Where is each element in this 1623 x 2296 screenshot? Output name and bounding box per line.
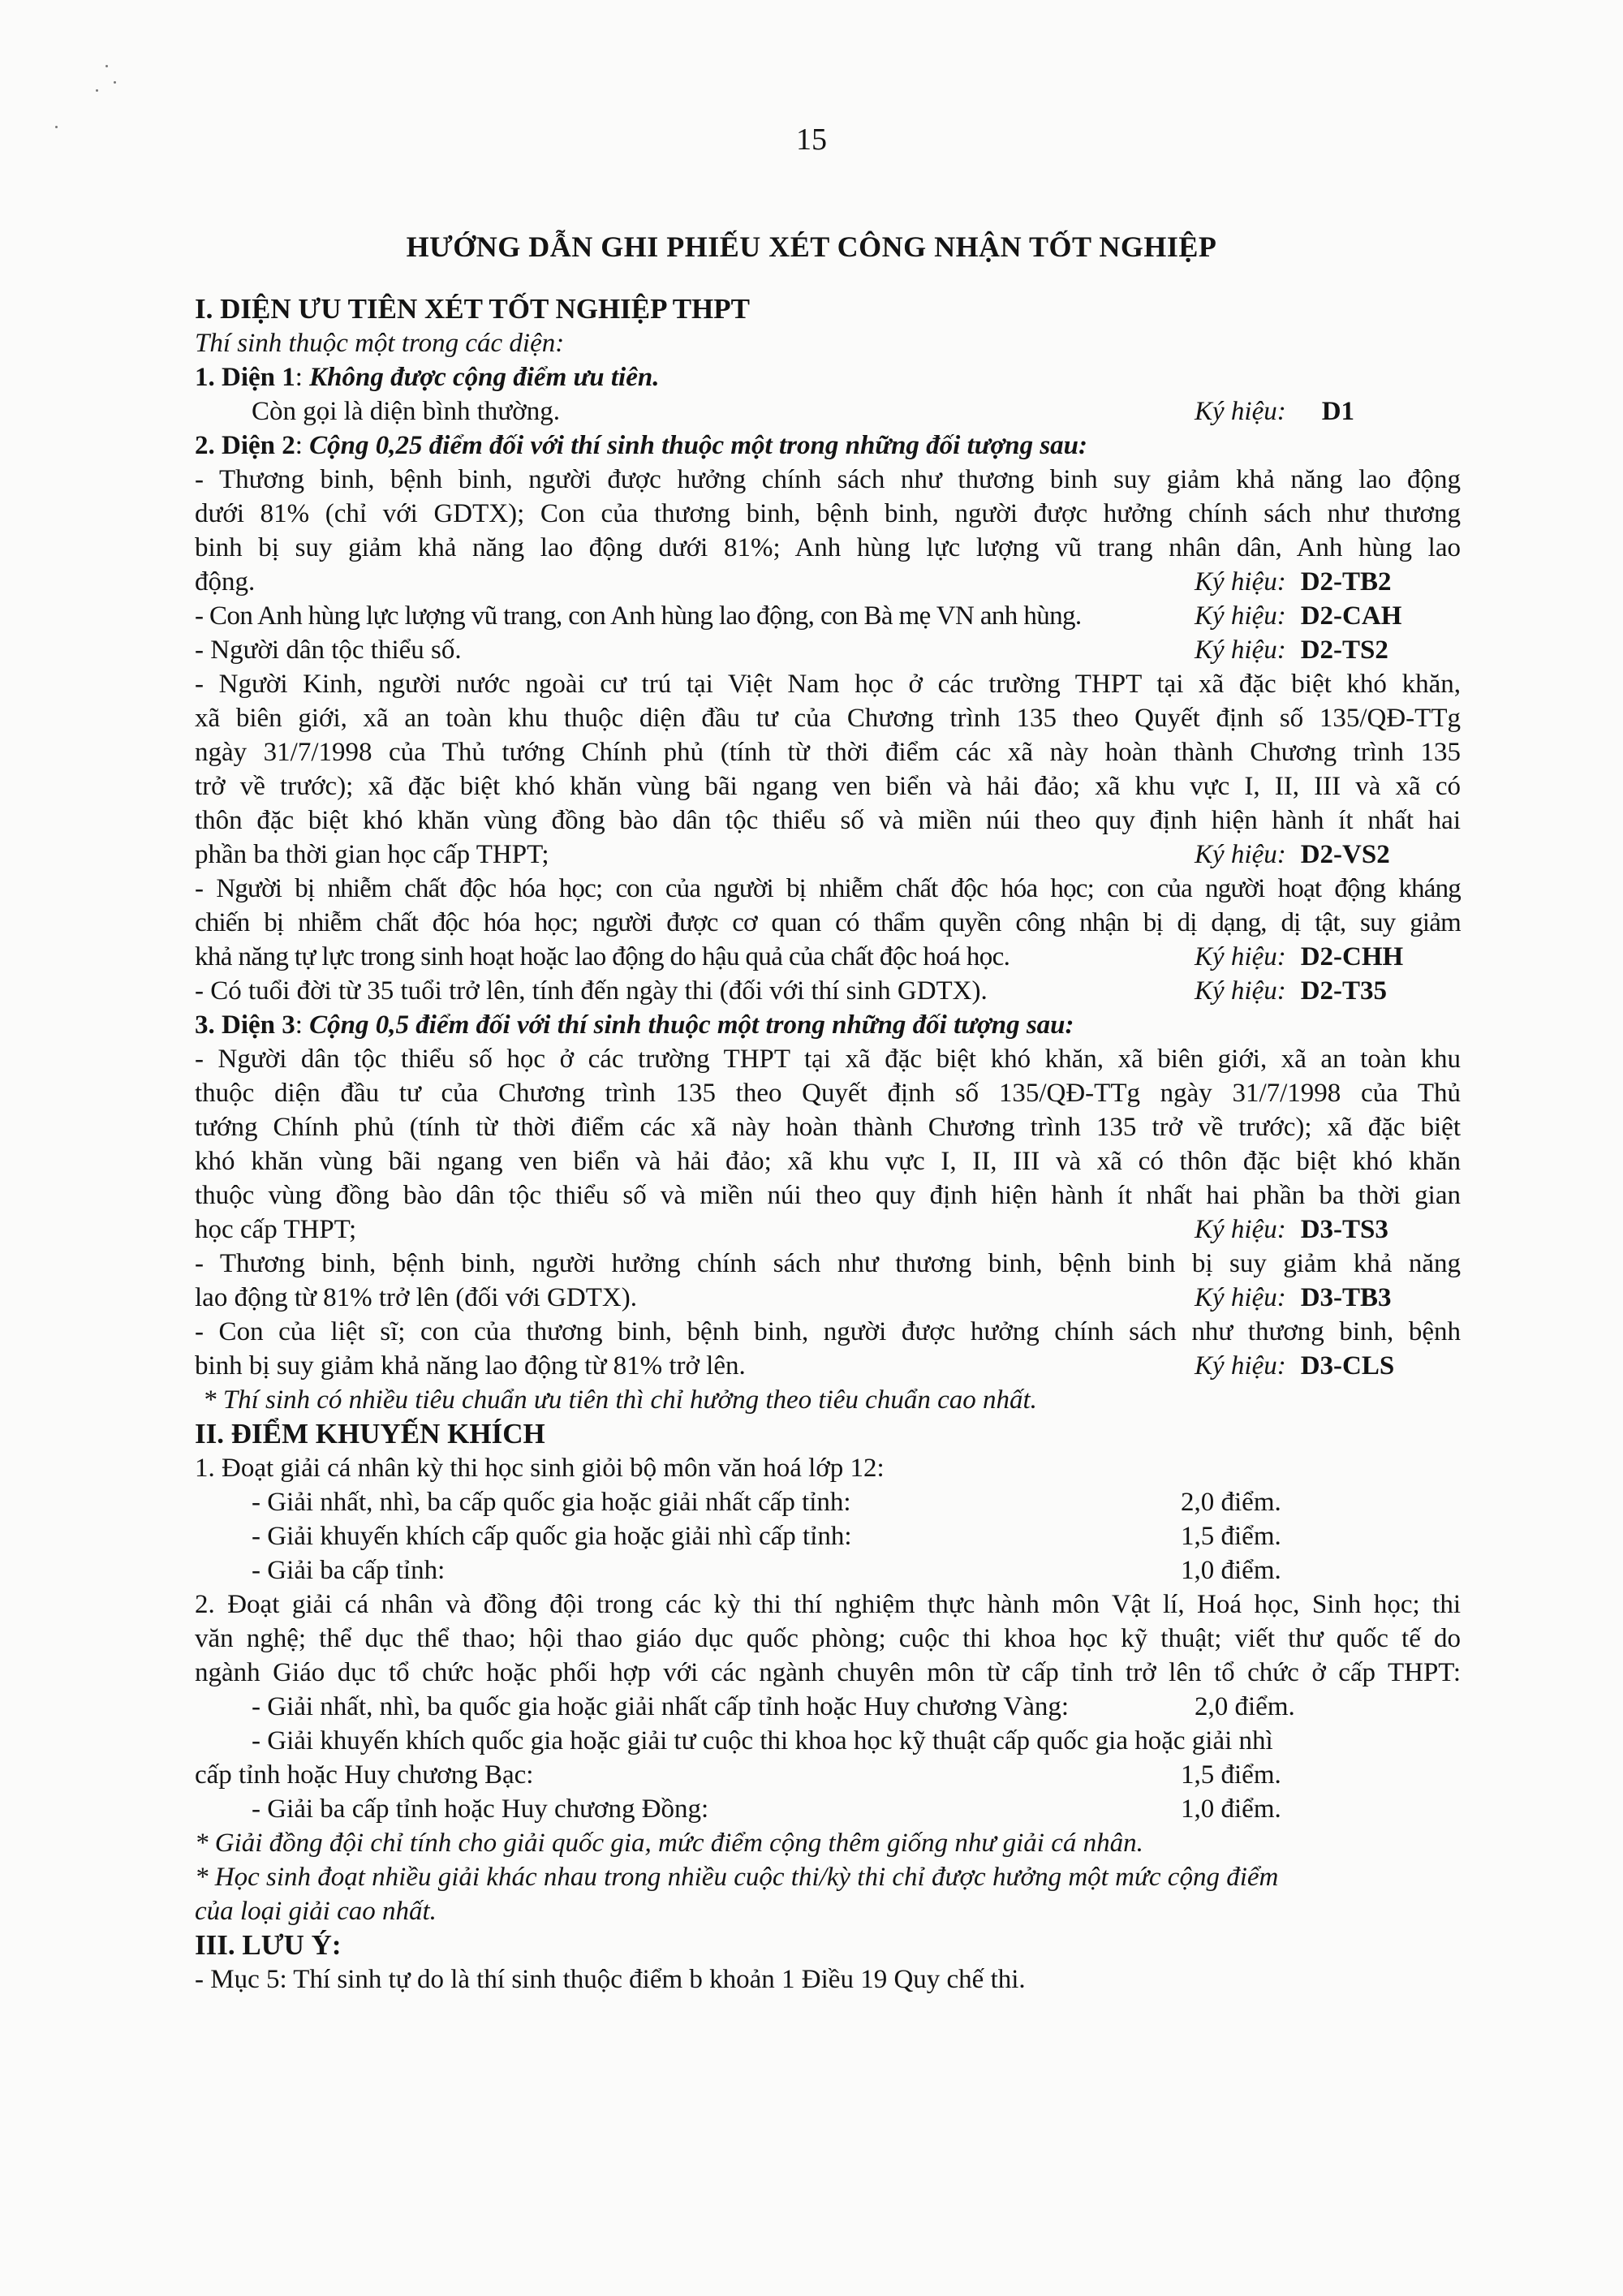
tb2-line-4: động. Ký hiệu: D2-TB2 [195,565,1461,599]
section-1-heading: I. DIỆN ƯU TIÊN XÉT TỐT NGHIỆP THPT [195,293,751,325]
dien-2-title [195,429,1461,463]
dien-2-text: Cộng 0,25 điểm đối với thí sinh thuộc một trong những đối tượng sau: [309,431,1088,460]
code-d3-tb3: Ký hiệu: D3-TB3 [1195,1283,1392,1312]
ts2-line: - Người dân tộc thiểu số. Ký hiệu: D2-TS2 [195,633,1461,667]
dien-2-sep: : [295,431,310,460]
section-3-text: - Mục 5: Thí sinh tự do là thí sinh thuộc điểm b khoản 1 Điều 19 Quy chế thi. [195,1965,1026,1994]
tb3-line-1: - Thương binh, bệnh binh, người hưởng chính sách như thương binh, bệnh binh bị suy giảm khả năng [195,1249,1461,1278]
item-2-line-1: 2. Đoạt giải cá nhân và đồng đội trong các kỳ thi thí nghiệm thực hành môn Vật lí, Hoá học, Sinh học; thi [195,1590,1461,1619]
dien-1-desc [195,394,1461,429]
document-body [195,292,1461,1997]
points-value: 1,5 điểm. [1181,1522,1281,1551]
section-2-note-3: của loại giải cao nhất. [195,1897,437,1926]
item-1-row-2: - Giải khuyến khích cấp quốc gia hoặc giải nhì cấp tỉnh: 1,5 điểm. [195,1519,1461,1553]
section-2-note-1: * Giải đồng đội chỉ tính cho giải quốc gia, mức điểm cộng thêm giống như giải cá nhân. [195,1829,1143,1858]
page-number: 15 [796,123,827,157]
dien-2-number: 2. Diện 2 [195,431,295,460]
points-value: 1,0 điểm. [1181,1794,1281,1824]
section-2-note-2: * Học sinh đoạt nhiều giải khác nhau trong nhiều cuộc thi/kỳ thi chỉ được hưởng một mức cộng điểm [195,1863,1279,1892]
code-d2-t35: Ký hiệu: D2-T35 [1195,976,1388,1006]
ts3-line-1: - Người dân tộc thiểu số học ở các trường THPT tại xã đặc biệt khó khăn, xã biên giới, xã an toàn khu [195,1045,1461,1074]
cah-line: - Con Anh hùng lực lượng vũ trang, con Anh hùng lao động, con Bà mẹ VN anh hùng. Ký hiệu: D2-CAH [195,599,1461,633]
cls-line-2: binh bị suy giảm khả năng lao động từ 81% trở lên. Ký hiệu: D3-CLS [195,1349,1461,1383]
dien-1-title [195,360,1461,394]
points-value: 1,5 điểm. [1181,1760,1281,1790]
dien-3-sep: : [295,1010,310,1040]
dien-1-text: Không được cộng điểm ưu tiên. [309,363,660,392]
cls-line-1: - Con của liệt sĩ; con của thương binh, bệnh binh, người được hưởng chính sách như thương binh, bệnh [195,1317,1461,1346]
chh-line-1: - Người bị nhiễm chất độc hóa học; con của người bị nhiễm chất độc hóa học; con của người hoạt động kháng [195,874,1461,903]
vs2-line-1: - Người Kinh, người nước ngoài cư trú tại Việt Nam học ở các trường THPT tại xã đặc biệt khó khăn, [195,670,1461,699]
vs2-line-6: phần ba thời gian học cấp THPT; Ký hiệu: D2-VS2 [195,838,1461,872]
item-1-row-3: - Giải ba cấp tỉnh: 1,0 điểm. [195,1553,1461,1587]
item-2-row-3: - Giải ba cấp tỉnh hoặc Huy chương Đồng: 1,0 điểm. [195,1792,1461,1826]
code-d2-chh: Ký hiệu: D2-CHH [1195,942,1404,971]
ts3-line-4: khó khăn vùng bãi ngang ven biển và hải đảo; xã khu vực I, II, III và xã có thôn đặc biệt khó khăn [195,1147,1461,1176]
ts3-line-6: học cấp THPT; Ký hiệu: D3-TS3 [195,1213,1461,1247]
dien-1-sep: : [295,363,310,392]
tb2-line-1: - Thương binh, bệnh binh, người được hưởng chính sách như thương binh suy giảm khả năng lao động [195,465,1461,494]
tb2-line-3: binh bị suy giảm khả năng lao động dưới 81%; Anh hùng lực lượng vũ trang nhân dân, Anh hùng lao [195,533,1461,562]
dien-3-text: Cộng 0,5 điểm đối với thí sinh thuộc một trong những đối tượng sau: [309,1010,1074,1040]
chh-line-3: khả năng tự lực trong sinh hoạt hoặc lao động do hậu quả của chất độc hoá học. Ký hiệu: D2-CHH [195,940,1461,974]
points-value: 1,0 điểm. [1181,1556,1281,1585]
ts3-line-2: thuộc diện đầu tư của Chương trình 135 theo Quyết định số 135/QĐ-TTg ngày 31/7/1998 của Thủ [195,1079,1461,1108]
dien-1-desc-text: Còn gọi là diện bình thường. [252,397,560,426]
section-1-note: * Thí sinh có nhiều tiêu chuẩn ưu tiên thì chỉ hưởng theo tiêu chuẩn cao nhất. [203,1385,1037,1415]
section-2-heading: II. ĐIỂM KHUYẾN KHÍCH [195,1418,545,1450]
vs2-line-5: thôn đặc biệt khó khăn vùng đồng bào dân tộc thiểu số và miền núi theo quy định hiện hành ít nhất hai [195,806,1461,835]
ts3-line-5: thuộc vùng đồng bào dân tộc thiểu số và miền núi theo quy định hiện hành ít nhất hai phần ba thời gian [195,1181,1461,1210]
item-2-line-2: văn nghệ; thể dục thể thao; hội thao giáo dục quốc phòng; cuộc thi khoa học kỹ thuật; viết thư quốc tế do [195,1624,1461,1653]
points-value: 2,0 điểm. [1195,1692,1295,1721]
chh-line-2: chiến bị nhiễm chất độc hóa học; người được cơ quan có thẩm quyền công nhận bị dị dạng, dị tật, suy giảm [195,908,1461,937]
tb2-line-2: dưới 81% (chỉ với GDTX); Con của thương binh, bệnh binh, người được hưởng chính sách như thương [195,499,1461,528]
code-d3-cls: Ký hiệu: D3-CLS [1195,1351,1395,1381]
t35-line: - Có tuổi đời từ 35 tuổi trở lên, tính đến ngày thi (đối với thí sinh GDTX). Ký hiệu: D2-T35 [195,974,1461,1008]
tb3-line-2: lao động từ 81% trở lên (đối với GDTX). Ký hiệu: D3-TB3 [195,1281,1461,1315]
section-3-heading: III. LƯU Ý: [195,1929,342,1961]
dien-3-number: 3. Diện 3 [195,1010,295,1040]
document-title: HƯỚNG DẪN GHI PHIẾU XÉT CÔNG NHẬN TỐT NGHIỆP [406,230,1217,263]
code-d1: Ký hiệu: D1 [1195,397,1355,426]
vs2-line-4: trở về trước); xã đặc biệt khó khăn vùng bãi ngang ven biển và hải đảo; xã khu vực I, II, III và xã có [195,772,1461,801]
code-d2-cah: Ký hiệu: D2-CAH [1195,601,1402,631]
points-value: 2,0 điểm. [1181,1488,1281,1517]
item-2-row-2-line-1: - Giải khuyến khích quốc gia hoặc giải tư cuộc thi khoa học kỹ thuật cấp quốc gia hoặc giải nhì [252,1726,1273,1755]
item-2-line-3: ngành Giáo dục tổ chức hoặc phối hợp với các ngành chuyên môn từ cấp tỉnh trở lên tổ chức ở cấp THPT: [195,1658,1461,1687]
dien-1-number: 1. Diện 1 [195,363,295,392]
item-2-row-1: - Giải nhất, nhì, ba quốc gia hoặc giải nhất cấp tỉnh hoặc Huy chương Vàng: 2,0 điểm. [195,1690,1461,1724]
code-d2-ts2: Ký hiệu: D2-TS2 [1195,635,1388,665]
code-d2-tb2: Ký hiệu: D2-TB2 [1195,567,1392,597]
dien-3-title [195,1008,1461,1042]
ts3-line-3: tướng Chính phủ (tính từ thời điểm các xã này hoàn thành Chương trình 135 trở về trước); xã đặc biệt [195,1113,1461,1142]
item-2-row-2-line-2: cấp tỉnh hoặc Huy chương Bạc: 1,5 điểm. [195,1758,1461,1792]
vs2-line-3: ngày 31/7/1998 của Thủ tướng Chính phủ (tính từ thời điểm các xã này hoàn thành Chương trình 135 [195,738,1461,767]
vs2-line-2: xã biên giới, xã an toàn khu thuộc diện đầu tư của Chương trình 135 theo Quyết định số 135/QĐ-TTg [195,704,1461,733]
section-1-intro: Thí sinh thuộc một trong các diện: [195,329,565,358]
code-d2-vs2: Ký hiệu: D2-VS2 [1195,840,1390,869]
code-d3-ts3: Ký hiệu: D3-TS3 [1195,1215,1388,1244]
item-1-row-1: - Giải nhất, nhì, ba cấp quốc gia hoặc giải nhất cấp tỉnh: 2,0 điểm. [195,1485,1461,1519]
item-1-text: 1. Đoạt giải cá nhân kỳ thi học sinh giỏi bộ môn văn hoá lớp 12: [195,1454,885,1483]
